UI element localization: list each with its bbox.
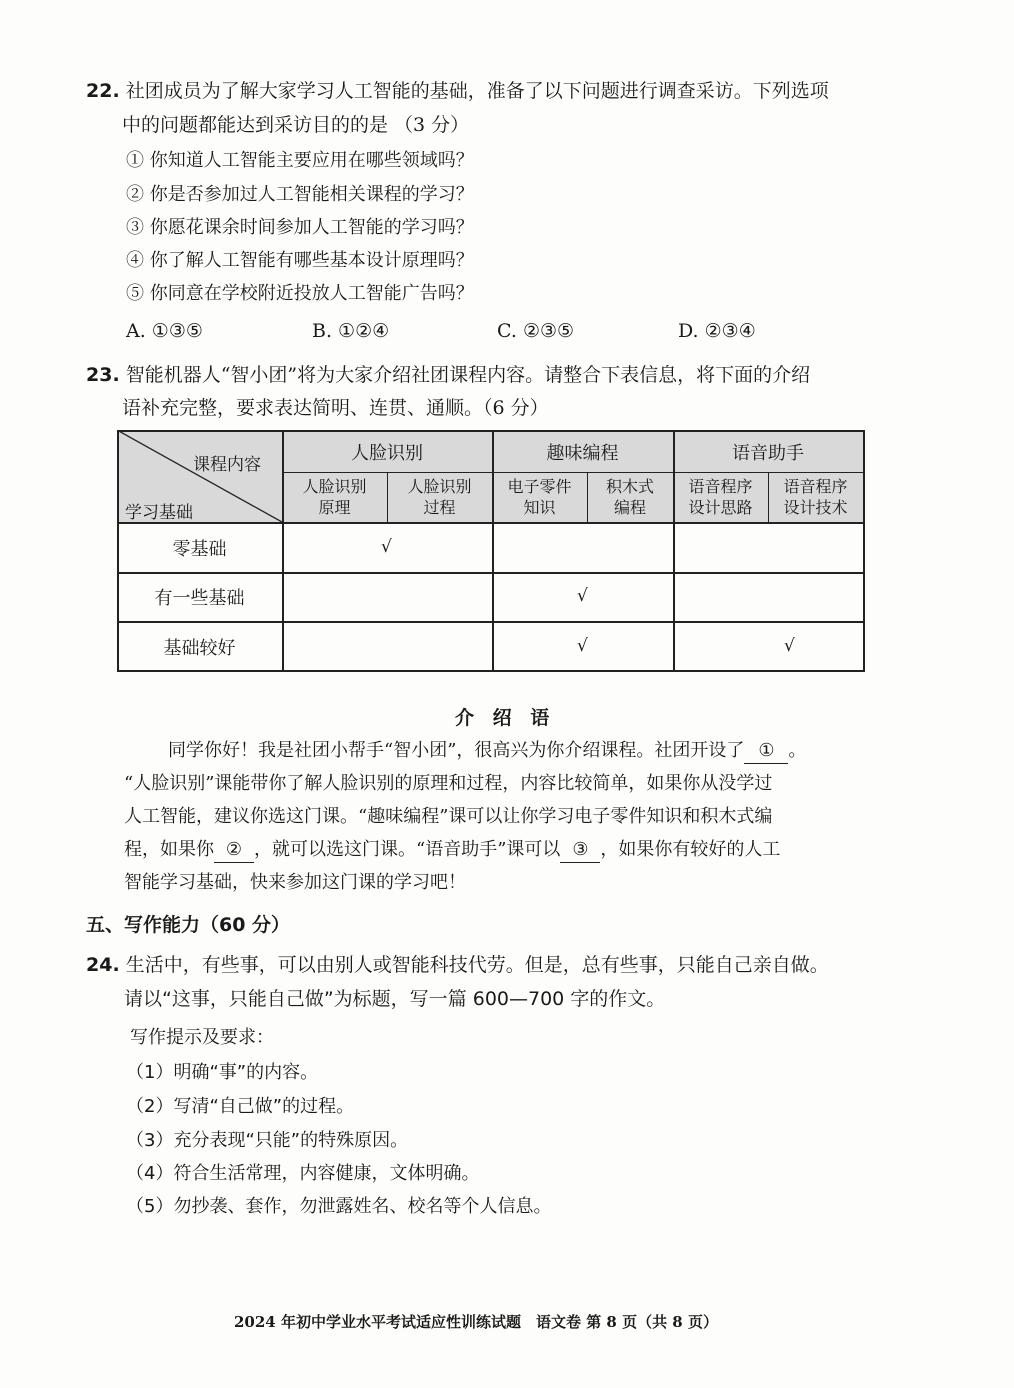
q24-tip-3: （3）充分表现“只能”的特殊原因。 bbox=[126, 1130, 409, 1151]
intro-line1 bbox=[168, 734, 806, 768]
row-label-good: 基础较好 bbox=[163, 638, 236, 659]
subcol-1-line1: 人脸识别 bbox=[302, 477, 367, 496]
intro-line3: 人工智能，建议你选这门课。“趣味编程”课可以让你学习电子零件知识和积木式编 bbox=[124, 806, 773, 827]
subcol-block-coding bbox=[587, 476, 673, 518]
q24-tips-title: 写作提示及要求： bbox=[130, 1027, 274, 1048]
blank-3: ③ bbox=[560, 838, 600, 863]
subcol-face-principle bbox=[282, 476, 387, 518]
q24-tip-1: （1）明确“事”的内容。 bbox=[126, 1062, 319, 1083]
q22-item-3: ③ 你愿花课余时间参加人工智能的学习吗？ bbox=[126, 217, 474, 238]
intro-line5: 智能学习基础，快来参加这门课的学习吧！ bbox=[124, 872, 466, 893]
row-label-some: 有一些基础 bbox=[154, 588, 245, 609]
q23-line1 bbox=[86, 358, 810, 392]
q22-item-4: ④ 你了解人工智能有哪些基本设计原理吗？ bbox=[126, 250, 474, 271]
intro-line1-end: 。 bbox=[788, 740, 807, 761]
blank-2: ② bbox=[214, 838, 254, 863]
subcol-3-line1: 电子零件 bbox=[507, 477, 572, 496]
q22-choice-c: C. ②③⑤ bbox=[497, 320, 575, 342]
course-table bbox=[117, 430, 865, 672]
q22-item-2: ② 你是否参加过人工智能相关课程的学习？ bbox=[126, 184, 474, 205]
q22-choice-a: A. ①③⑤ bbox=[126, 320, 203, 342]
intro-line1-text: 同学你好！我是社团小帮手“智小团”，很高兴为你介绍课程。社团开设了 bbox=[168, 740, 745, 761]
q24-number: 24. bbox=[86, 954, 120, 976]
q23-text-line2: 语补充完整，要求表达简明、连贯、通顺。（6 分） bbox=[122, 397, 549, 419]
subcol-5-line2: 设计思路 bbox=[688, 498, 753, 517]
q22-item-5: ⑤ 你同意在学校附近投放人工智能广告吗？ bbox=[126, 283, 474, 304]
q23-text-line1: 智能机器人“智小团”将为大家介绍社团课程内容。请整合下表信息，将下面的介绍 bbox=[125, 364, 811, 386]
q22-text-line2: 中的问题都能达到采访目的的是 （3 分） bbox=[122, 114, 470, 136]
group-header-coding: 趣味编程 bbox=[546, 443, 619, 464]
check-zero-face: √ bbox=[381, 537, 392, 557]
q24-tip-2: （2）写清“自己做”的过程。 bbox=[126, 1096, 355, 1117]
q22-line1 bbox=[86, 74, 829, 108]
subcol-voice-design-idea bbox=[673, 476, 768, 518]
subcol-6-line2: 设计技术 bbox=[783, 498, 848, 517]
subcol-1-line2: 原理 bbox=[318, 498, 351, 517]
subcol-4-line2: 编程 bbox=[613, 498, 646, 517]
section-5-title: 五、写作能力（60 分） bbox=[86, 914, 291, 936]
q24-tip-5: （5）勿抄袭、套作，勿泄露姓名、校名等个人信息。 bbox=[126, 1196, 552, 1217]
intro-line4 bbox=[124, 833, 780, 867]
q22-number: 22. bbox=[86, 80, 120, 102]
q22-item-1: ① 你知道人工智能主要应用在哪些领域吗？ bbox=[126, 150, 474, 171]
q22-choice-d: D. ②③④ bbox=[678, 320, 756, 342]
subcol-2-line2: 过程 bbox=[423, 498, 456, 517]
intro-line4-pre: 程，如果你 bbox=[124, 839, 214, 860]
group-header-voice: 语音助手 bbox=[732, 443, 804, 464]
subcol-3-line2: 知识 bbox=[523, 498, 556, 517]
corner-label-basis: 学习基础 bbox=[125, 503, 193, 523]
subcol-electronic-parts bbox=[492, 476, 587, 518]
subcol-voice-design-tech bbox=[768, 476, 863, 518]
group-header-face: 人脸识别 bbox=[351, 443, 423, 464]
q24-line1 bbox=[86, 948, 829, 982]
subcol-4-line1: 积木式 bbox=[605, 477, 654, 496]
q24-tip-4: （4）符合生活常理，内容健康，文体明确。 bbox=[126, 1163, 480, 1184]
q24-text-line2: 请以“这事，只能自己做”为标题，写一篇 600—700 字的作文。 bbox=[124, 988, 666, 1010]
intro-line4-post: ，如果你有较好的人工 bbox=[600, 839, 781, 860]
q23-number: 23. bbox=[86, 364, 120, 386]
corner-label-course: 课程内容 bbox=[193, 455, 261, 475]
check-good-coding: √ bbox=[577, 636, 588, 656]
q22-text-line1: 社团成员为了解大家学习人工智能的基础，准备了以下问题进行调查采访。下列选项 bbox=[125, 80, 829, 102]
subcol-6-line1: 语音程序 bbox=[783, 477, 848, 496]
subcol-2-line1: 人脸识别 bbox=[407, 477, 472, 496]
blank-1: ① bbox=[744, 739, 788, 764]
intro-title: 介 绍 语 bbox=[455, 707, 556, 729]
check-good-voice: √ bbox=[784, 636, 795, 656]
intro-line4-mid: ，就可以选这门课。“语音助手”课可以 bbox=[254, 839, 561, 860]
check-some-coding: √ bbox=[577, 586, 588, 606]
subcol-face-process bbox=[387, 476, 492, 518]
subcol-5-line1: 语音程序 bbox=[688, 477, 753, 496]
q24-text-line1: 生活中，有些事，可以由别人或智能科技代劳。但是，总有些事，只能自己亲自做。 bbox=[125, 954, 829, 976]
intro-line2: “人脸识别”课能带你了解人脸识别的原理和过程，内容比较简单，如果你从没学过 bbox=[124, 773, 773, 794]
row-label-zero: 零基础 bbox=[172, 539, 227, 560]
page-footer: 2024 年初中学业水平考试适应性训练试题 语文卷 第 8 页（共 8 页） bbox=[234, 1313, 718, 1331]
q22-choice-b: B. ①②④ bbox=[312, 320, 390, 342]
